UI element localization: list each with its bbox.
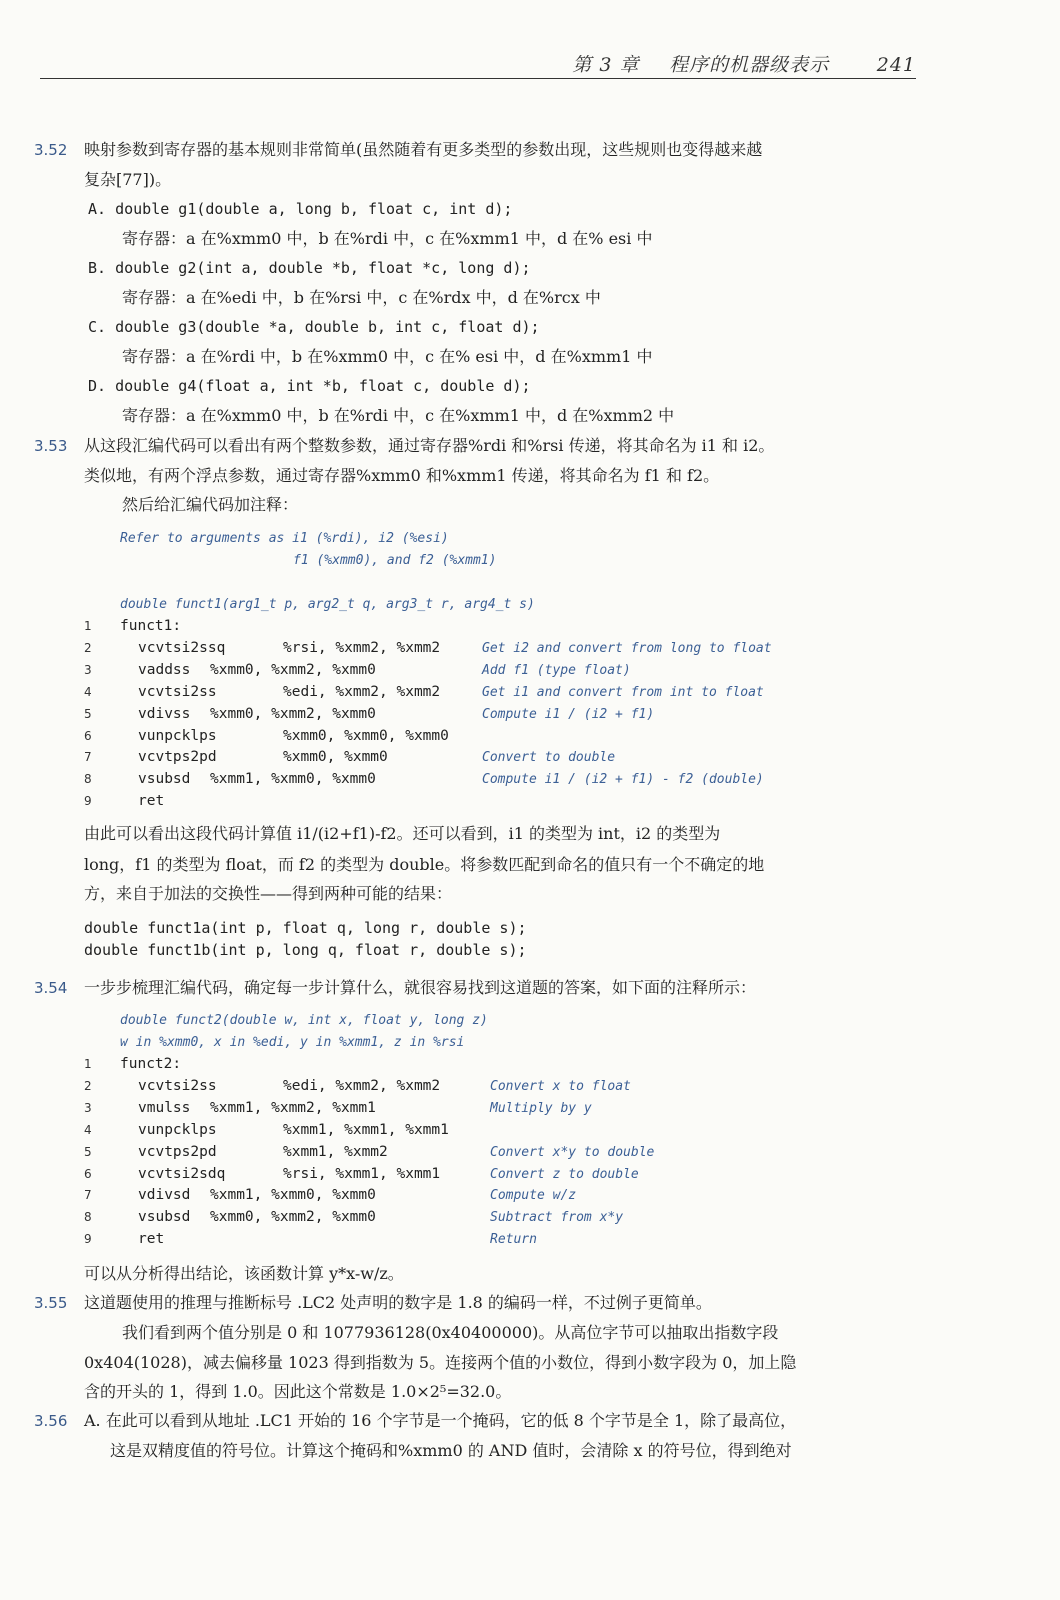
paragraph-line: 含的开头的 1，得到 1.0。因此这个常数是 1.0×2⁵=32.0。: [84, 1382, 512, 1401]
code-comment: Add f1 (type float): [482, 662, 631, 678]
instruction: vcvtsi2ssq: [138, 639, 226, 656]
operands: %edi, %xmm2, %xmm2: [283, 1077, 441, 1094]
paragraph-line: 由此可以看出这段代码计算值 i1/(i2+f1)-f2。还可以看到，i1 的类型为 int，i2 的类型为: [84, 824, 721, 843]
paragraph-line: long，f1 的类型为 float，而 f2 的类型为 double。将参数匹配到命名的值只有一个不确定的地: [84, 855, 765, 874]
instruction: funct1:: [120, 618, 182, 634]
instruction: vsubsd: [138, 1209, 191, 1226]
instruction: vcvtps2pd: [138, 749, 217, 766]
code-comment: Compute i1 / (i2 + f1) - f2 (double): [482, 772, 764, 788]
prototype-b: B. double g2(int a, double *b, float *c, long d);: [88, 259, 531, 277]
line-number: 5: [84, 1144, 92, 1159]
paragraph-line: 映射参数到寄存器的基本规则非常简单(虽然随着有更多类型的参数出现，这些规则也变得越来越: [84, 140, 763, 159]
page-number: 241: [876, 54, 916, 76]
registers-d: 寄存器：a 在%xmm0 中，b 在%rdi 中，c 在%xmm1 中，d 在%xmm2 中: [122, 406, 675, 425]
running-head: [572, 50, 916, 77]
operands: %xmm0, %xmm2, %xmm0: [210, 705, 376, 722]
operands: %xmm1, %xmm1, %xmm1: [283, 1121, 449, 1138]
paragraph-line: 可以从分析得出结论，该函数计算 y*x-w/z。: [84, 1264, 404, 1283]
section-number-3-53: 3.53: [34, 437, 68, 455]
section-number-3-56: 3.56: [34, 1412, 68, 1430]
operands: %xmm0, %xmm0: [283, 749, 388, 766]
line-number: 3: [84, 662, 92, 677]
instruction: funct2:: [120, 1056, 182, 1072]
code-comment: Convert to double: [482, 750, 616, 766]
instruction: vunpcklps: [138, 1121, 217, 1138]
line-number: 1: [84, 619, 92, 633]
paragraph-line: 方，来自于加法的交换性——得到两种可能的结果：: [84, 884, 453, 903]
code-comment: double funct2(double w, int x, float y, long z): [120, 1013, 488, 1028]
paragraph-line: 从这段汇编代码可以看出有两个整数参数，通过寄存器%rdi 和%rsi 传递，将其命名为 i1 和 i2。: [84, 436, 775, 455]
result-prototype: double funct1a(int p, float q, long r, double s);: [84, 919, 527, 937]
prototype-d: D. double g4(float a, int *b, float c, double d);: [88, 377, 531, 395]
operands: %xmm1, %xmm0, %xmm0: [210, 771, 376, 788]
instruction: ret: [138, 793, 165, 810]
result-prototype: double funct1b(int p, long q, float r, double s);: [84, 941, 527, 959]
section-number-3-54: 3.54: [34, 979, 68, 997]
page-header: [40, 46, 916, 79]
instruction: vcvtps2pd: [138, 1143, 217, 1160]
paragraph-line: 0x404(1028)，减去偏移量 1023 得到指数为 5。连接两个值的小数位，得到小数字段为 0，加上隐: [84, 1353, 797, 1372]
code-comment: f1 (%xmm0), and f2 (%xmm1): [293, 553, 497, 568]
line-number: 5: [84, 706, 92, 721]
instruction: vaddss: [138, 661, 191, 678]
line-number: 4: [84, 1122, 92, 1137]
registers-a: 寄存器：a 在%xmm0 中，b 在%rdi 中，c 在%xmm1 中，d 在% esi 中: [122, 229, 653, 248]
code-comment: w in %xmm0, x in %edi, y in %xmm1, z in %rsi: [120, 1035, 465, 1050]
prototype-c: C. double g3(double *a, double b, int c, float d);: [88, 318, 540, 336]
line-number: 2: [84, 640, 92, 655]
operands: %xmm1, %xmm2: [283, 1143, 388, 1160]
code-comment: double funct1(arg1_t p, arg2_t q, arg3_t r, arg4_t s): [120, 597, 535, 612]
operands: %xmm0, %xmm2, %xmm0: [210, 1209, 376, 1226]
code-comment: Multiply by y: [490, 1100, 592, 1116]
line-number: 7: [84, 1188, 92, 1203]
line-number: 8: [84, 1210, 92, 1225]
code-comment: Convert x to float: [490, 1078, 631, 1094]
paragraph-line: 一步步梳理汇编代码，确定每一步计算什么，就很容易找到这道题的答案，如下面的注释所示：: [84, 978, 757, 997]
paragraph-line: 然后给汇编代码加注释：: [122, 495, 299, 514]
line-number: 9: [84, 794, 92, 809]
section-number-3-52: 3.52: [34, 141, 68, 159]
line-number: 8: [84, 772, 92, 787]
code-comment: Get i2 and convert from long to float: [482, 640, 772, 656]
instruction: vcvtsi2sdq: [138, 1165, 226, 1182]
registers-b: 寄存器：a 在%edi 中，b 在%rsi 中，c 在%rdx 中，d 在%rcx 中: [122, 288, 601, 307]
operands: %xmm0, %xmm0, %xmm0: [283, 727, 449, 744]
operands: %rsi, %xmm2, %xmm2: [283, 639, 441, 656]
line-number: 4: [84, 684, 92, 699]
instruction: vdivsd: [138, 1187, 191, 1204]
line-number: 2: [84, 1078, 92, 1093]
instruction: ret: [138, 1231, 165, 1248]
line-number: 3: [84, 1100, 92, 1115]
code-comment: Convert z to double: [490, 1166, 639, 1182]
code-comment: Subtract from x*y: [490, 1210, 624, 1226]
instruction: vcvtsi2ss: [138, 1077, 217, 1094]
operands: %rsi, %xmm1, %xmm1: [283, 1165, 441, 1182]
operands: %xmm0, %xmm2, %xmm0: [210, 661, 376, 678]
operands: %edi, %xmm2, %xmm2: [283, 683, 441, 700]
paragraph-line: A. 在此可以看到从地址 .LC1 开始的 16 个字节是一个掩码，它的低 8 个字节是全 1，除了最高位，: [84, 1411, 797, 1430]
chapter-title: 程序的机器级表示: [669, 54, 830, 76]
registers-c: 寄存器：a 在%rdi 中，b 在%xmm0 中，c 在% esi 中，d 在%xmm1 中: [122, 347, 653, 366]
paragraph-line: 这道题使用的推理与推断标号 .LC2 处声明的数字是 1.8 的编码一样，不过例子更简单。: [84, 1293, 712, 1312]
instruction: vmulss: [138, 1099, 191, 1116]
instruction: vdivss: [138, 705, 191, 722]
line-number: 6: [84, 728, 92, 743]
paragraph-line: 这是双精度值的符号位。计算这个掩码和%xmm0 的 AND 值时，会清除 x 的符号位，得到绝对: [110, 1441, 792, 1460]
instruction: vunpcklps: [138, 727, 217, 744]
line-number: 9: [84, 1232, 92, 1247]
code-comment: Convert x*y to double: [490, 1144, 655, 1160]
operands: %xmm1, %xmm2, %xmm1: [210, 1099, 376, 1116]
line-number: 7: [84, 750, 92, 765]
paragraph-line: 复杂[77])。: [84, 170, 172, 189]
code-comment: Refer to arguments as i1 (%rdi), i2 (%esi): [120, 531, 449, 546]
instruction: vcvtsi2ss: [138, 683, 217, 700]
instruction: vsubsd: [138, 771, 191, 788]
chapter-label: 第 3 章: [572, 54, 640, 76]
line-number: 6: [84, 1166, 92, 1181]
code-comment: Return: [490, 1232, 537, 1248]
section-number-3-55: 3.55: [34, 1294, 68, 1312]
code-comment: Compute i1 / (i2 + f1): [482, 706, 655, 722]
paragraph-line: 类似地，有两个浮点参数，通过寄存器%xmm0 和%xmm1 传递，将其命名为 f1 和 f2。: [84, 466, 720, 485]
prototype-a: A. double g1(double a, long b, float c, int d);: [88, 200, 513, 218]
line-number: 1: [84, 1057, 92, 1071]
code-comment: Get i1 and convert from int to float: [482, 684, 764, 700]
code-comment: Compute w/z: [490, 1188, 577, 1204]
operands: %xmm1, %xmm0, %xmm0: [210, 1187, 376, 1204]
paragraph-line: 我们看到两个值分别是 0 和 1077936128(0x40400000)。从高位字节可以抽取出指数字段: [122, 1323, 779, 1342]
